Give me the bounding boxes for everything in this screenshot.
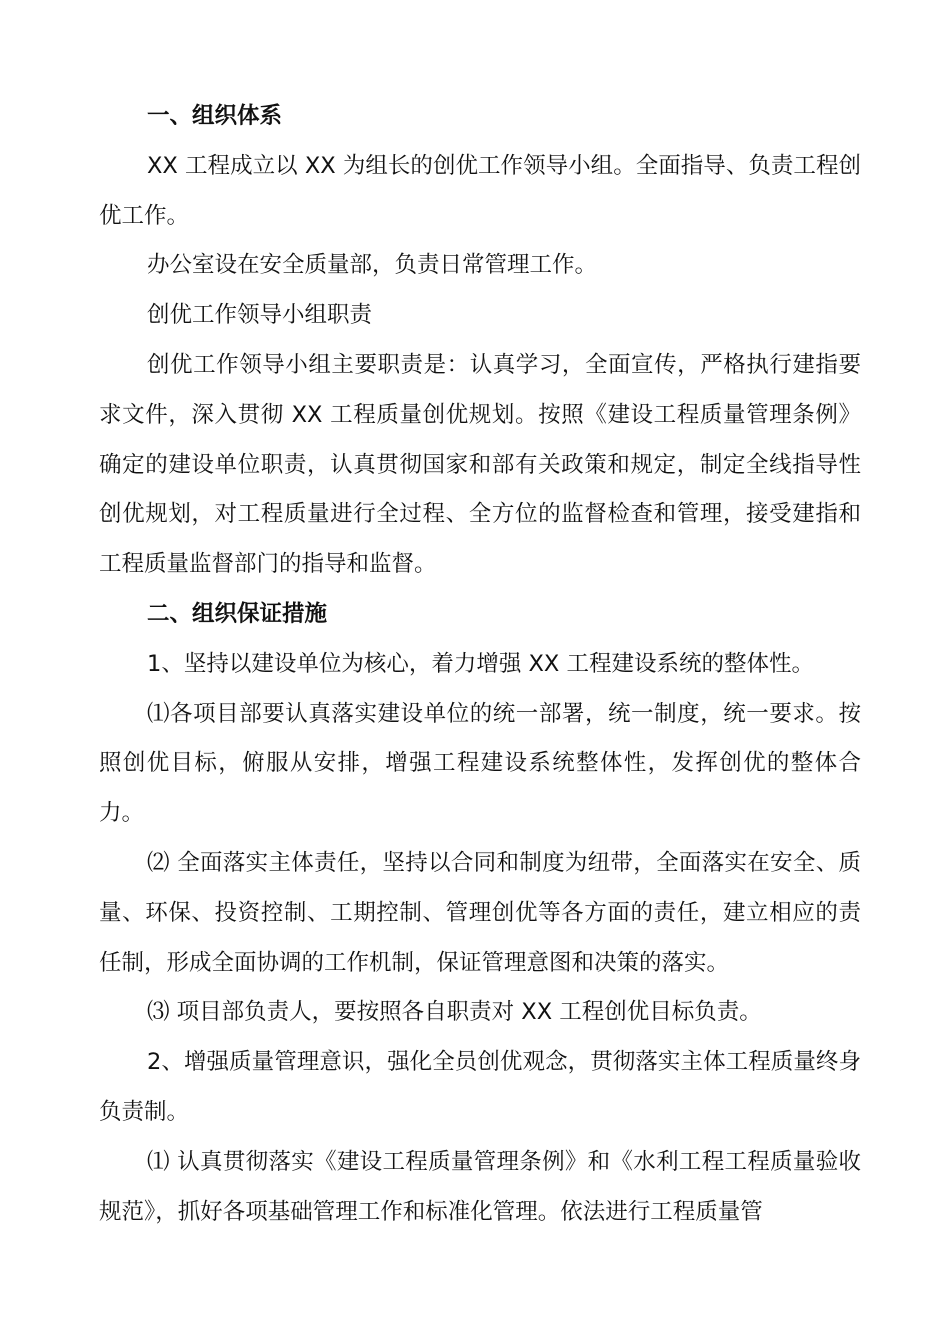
paragraph-office: 办公室设在安全质量部，负责日常管理工作。 [147,252,598,279]
paragraph-duties-title: 创优工作领导小组职责 [147,302,373,329]
paragraph-measure-2-item-1: ⑴ 认真贯彻落实《建设工程质量管理条例》和《水利工程工程质量验收规范》，抓好各项基础管理工作和标准化管理。依法进行工程质量管 [99,1148,861,1225]
paragraph-measure-1-item-1: ⑴各项目部要认真落实建设单位的统一部署，统一制度，统一要求。按照创优目标，俯服从安排，增强工程建设系统整体性，发挥创优的整体合力。 [99,700,861,827]
section-heading-guarantee-measures: 二、组织保证措施 [147,600,328,627]
paragraph-measure-1-item-2: ⑵ 全面落实主体责任，坚持以合同和制度为纽带，全面落实在安全、质量、环保、投资控制、工期控制、管理创优等各方面的责任，建立相应的责任制，形成全面协调的工作机制，保证管理意图和决策的落实。 [99,849,861,976]
paragraph-duties: 创优工作领导小组主要职责是：认真学习，全面宣传，严格执行建指要求文件，深入贯彻 XX 工程质量创优规划。按照《建设工程质量管理条例》确定的建设单位职责，认真贯彻国家和部有关政策和规定，制定全线指导性创优规划，对工程质量进行全过程、全方位的监督检查和管理，接受建指和工程质量监督部门的指导和监督。 [99,351,861,578]
paragraph-measure-1-item-3: ⑶ 项目部负责人，要按照各自职责对 XX 工程创优目标负责。 [147,999,762,1026]
paragraph-measure-2: 2、增强质量管理意识，强化全员创优观念，贯彻落实主体工程质量终身负责制。 [99,1049,861,1125]
section-heading-organization-system: 一、组织体系 [147,103,283,129]
paragraph-measure-1: 1、坚持以建设单位为核心，着力增强 XX 工程建设系统的整体性。 [147,650,814,677]
paragraph-leadership-group: XX 工程成立以 XX 为组长的创优工作领导小组。全面指导、负责工程创优工作。 [99,152,861,229]
document-page [99,92,861,1237]
